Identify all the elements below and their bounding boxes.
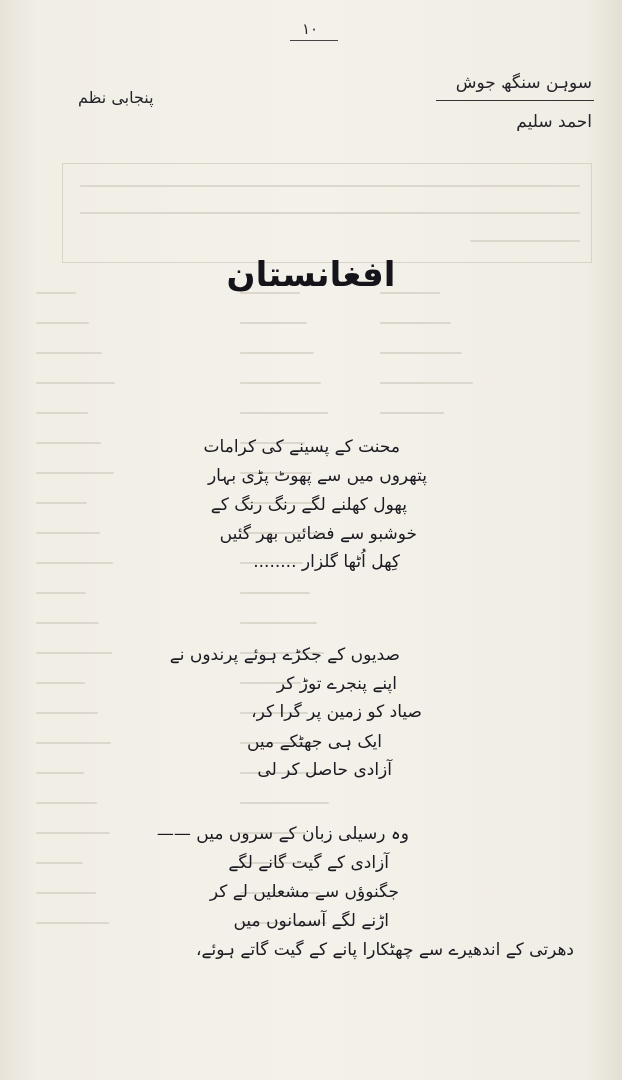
bleed-through-line (240, 322, 307, 324)
bleed-through-line (36, 352, 102, 354)
bleed-through-line (470, 240, 580, 242)
bleed-through-line (240, 592, 310, 594)
bleed-through-line (36, 832, 110, 834)
bleed-through-line (36, 652, 112, 654)
bleed-through-line (80, 212, 580, 214)
bleed-through-line (36, 502, 87, 504)
poem-line: آزادی کے گیت گانے لگے (228, 853, 389, 873)
bleed-through-line (240, 802, 329, 804)
bleed-through-line (36, 622, 99, 624)
author-underline (436, 100, 594, 101)
poem-category: پنجابی نظم (78, 88, 154, 107)
translator-name: احمد سلیم (516, 112, 592, 132)
bleed-through-line (36, 412, 88, 414)
bleed-through-line (36, 472, 114, 474)
bleed-through-line (36, 802, 97, 804)
poem-line: پھول کھلنے لگے رنگ رنگ کے (210, 495, 407, 515)
author-name: سوہن سنگھ جوش (455, 73, 592, 93)
bleed-through-line (36, 862, 83, 864)
poem-line: جگنوؤں سے مشعلیں لے کر (209, 882, 399, 902)
poem-line: صدیوں کے جکڑے ہوئے پرندوں نے (169, 645, 400, 665)
poem-line: اپنے پنجرے توڑ کر (276, 674, 397, 694)
bleed-through-line (36, 742, 111, 744)
bleed-through-line (380, 352, 462, 354)
bleed-through-line (36, 532, 100, 534)
bleed-through-line (36, 442, 101, 444)
bleed-through-line (36, 682, 85, 684)
poem-line: کِھل اُٹھا گلزار ........ (253, 552, 400, 572)
bleed-through-line (240, 352, 314, 354)
poem-line: اڑنے لگے آسمانوں میں (233, 911, 389, 931)
bleed-through-line (36, 892, 96, 894)
bleed-through-line (36, 772, 84, 774)
poem-line: وہ رسیلی زبان کے سروں میں —— (156, 824, 409, 844)
bleed-through-line (80, 185, 580, 187)
bleed-through-line (240, 622, 317, 624)
poem-line: ایک ہی جھٹکے میں (246, 732, 382, 752)
bleed-through-line (240, 412, 328, 414)
page-number-rule (290, 40, 338, 41)
poem-title: افغانستان (226, 255, 396, 295)
poem-line: آزادی حاصل کر لی (257, 760, 392, 780)
bleed-through-line (380, 382, 473, 384)
bleed-through-line (36, 322, 89, 324)
poem-line: دھرتی کے اندھیرے سے چھٹکارا پانے کے گیت گاتے ہوئے، (196, 940, 574, 960)
poem-line: صیاد کو زمین پر گرا کر، (251, 702, 422, 722)
bleed-through-line (36, 712, 98, 714)
bleed-through-line (380, 322, 451, 324)
bleed-through-line (36, 562, 113, 564)
poem-line: پتھروں میں سے پھوٹ پڑی بہار (207, 466, 427, 486)
bleed-through-line (36, 592, 86, 594)
poem-line: خوشبو سے فضائیں بھر گئیں (219, 524, 417, 544)
poem-line: محنت کے پسینے کی کرامات (203, 437, 400, 457)
bleed-through-line (36, 922, 109, 924)
page-number: ۱۰ (301, 20, 319, 38)
bleed-through-line (36, 382, 115, 384)
bleed-through-line (240, 382, 321, 384)
bleed-through-line (380, 412, 444, 414)
